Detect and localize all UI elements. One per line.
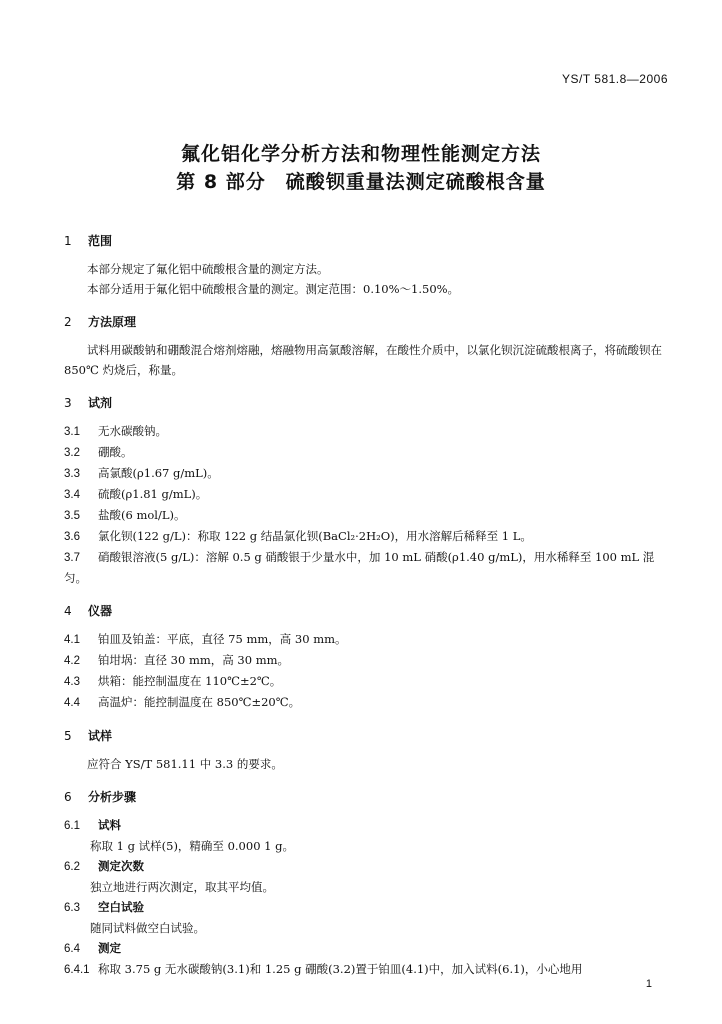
item-number: 3.7 (64, 552, 80, 564)
reagent-item (64, 463, 664, 484)
item-number: 4.1 (64, 634, 80, 646)
page-number: 1 (645, 978, 652, 990)
reagent-item (64, 442, 664, 463)
section-number: 1 (64, 234, 72, 248)
section-title: 范围 (88, 234, 113, 248)
reagent-item (64, 484, 664, 505)
subsection-title: 测定次数 (98, 859, 144, 873)
item-number: 6.4.1 (64, 964, 90, 976)
item-text: 铂坩埚：直径 30 mm，高 30 mm。 (98, 653, 290, 667)
subsection-heading (64, 815, 664, 836)
section-heading (64, 394, 664, 411)
section-procedure (64, 788, 664, 980)
reagent-item (64, 547, 664, 588)
item-number: 3.2 (64, 447, 80, 459)
apparatus-item (64, 692, 664, 713)
item-number: 4.2 (64, 655, 80, 667)
item-text: 盐酸(6 mol/L)。 (98, 508, 186, 522)
standard-code: YS/T 581.8—2006 (561, 72, 668, 86)
item-number: 3.1 (64, 426, 80, 438)
item-text: 烘箱：能控制温度在 110℃±2℃。 (98, 674, 282, 688)
item-text: 硫酸(ρ1.81 g/mL)。 (98, 487, 208, 501)
apparatus-item (64, 671, 664, 692)
section-apparatus (64, 602, 664, 713)
item-number: 3.4 (64, 489, 80, 501)
item-text: 无水碳酸钠。 (98, 424, 167, 438)
section-reagents (64, 394, 664, 588)
section-heading (64, 313, 664, 330)
reagent-item (64, 421, 664, 442)
section-sample (64, 727, 664, 774)
subsection-number: 6.4 (64, 943, 80, 955)
section-number: 2 (64, 315, 72, 329)
reagent-item (64, 526, 664, 547)
subsection-number: 6.1 (64, 820, 80, 832)
paragraph: 本部分适用于氟化铝中硫酸根含量的测定。测定范围：0.10%～1.50%。 (87, 282, 460, 296)
item-number: 3.5 (64, 510, 80, 522)
section-title: 方法原理 (88, 315, 137, 329)
subsection-body: 独立地进行两次测定，取其平均值。 (90, 880, 274, 894)
section-number: 5 (64, 729, 72, 743)
item-text: 硼酸。 (98, 445, 133, 459)
apparatus-item (64, 629, 664, 650)
item-number: 3.3 (64, 468, 80, 480)
paragraph: 应符合 YS/T 581.11 中 3.3 的要求。 (87, 757, 283, 771)
section-title: 试剂 (88, 396, 113, 410)
title-line-2: 第 8 部分 硫酸钡重量法测定硫酸根含量 (176, 171, 546, 193)
subsection-title: 试料 (98, 818, 121, 832)
paragraph: 本部分规定了氟化铝中硫酸根含量的测定方法。 (87, 262, 329, 276)
item-text: 铂皿及铂盖：平底，直径 75 mm，高 30 mm。 (98, 632, 347, 646)
item-number: 4.3 (64, 676, 80, 688)
section-heading (64, 602, 664, 619)
subsection-body: 随同试料做空白试验。 (90, 921, 205, 935)
subsection-body: 称取 1 g 试样(5)，精确至 0.000 1 g。 (90, 839, 295, 853)
document-body (64, 232, 664, 994)
item-text: 氯化钡(122 g/L)：称取 122 g 结晶氯化钡(BaCl₂·2H₂O)，用水溶解后稀释至 1 L。 (98, 529, 532, 543)
subsection-title: 空白试验 (98, 900, 144, 914)
item-number: 4.4 (64, 697, 80, 709)
subsection-title: 测定 (98, 941, 121, 955)
section-heading (64, 232, 664, 249)
item-text: 称取 3.75 g 无水碳酸钠(3.1)和 1.25 g 硼酸(3.2)置于铂皿(4.1)中，加入试料(6.1)，小心地用 (98, 962, 583, 976)
section-title: 试样 (88, 729, 113, 743)
section-title: 分析步骤 (88, 790, 137, 804)
item-text: 高氯酸(ρ1.67 g/mL)。 (98, 466, 219, 480)
subsection-number: 6.2 (64, 861, 80, 873)
subsection-heading (64, 938, 664, 959)
item-text: 高温炉：能控制温度在 850℃±20℃。 (98, 695, 301, 709)
document-title (0, 140, 722, 196)
section-title: 仪器 (88, 604, 113, 618)
title-line-1: 氟化铝化学分析方法和物理性能测定方法 (180, 143, 541, 165)
item-text: 硝酸银溶液(5 g/L)：溶解 0.5 g 硝酸银于少量水中，加 10 mL 硝酸(ρ1.40 g/mL)，用水稀释至 100 mL 混匀。 (64, 550, 655, 585)
section-number: 6 (64, 790, 72, 804)
section-heading (64, 727, 664, 744)
section-number: 4 (64, 604, 72, 618)
item-number: 3.6 (64, 531, 80, 543)
procedure-step (64, 959, 664, 980)
paragraph: 试料用碳酸钠和硼酸混合熔剂熔融，熔融物用高氯酸溶解，在酸性介质中，以氯化钡沉淀硫酸根离子，将硫酸钡在 850℃ 灼烧后，称量。 (64, 343, 662, 377)
section-principle (64, 313, 664, 380)
subsection-heading (64, 897, 664, 918)
subsection-heading (64, 856, 664, 877)
subsection-number: 6.3 (64, 902, 80, 914)
reagent-item (64, 505, 664, 526)
section-heading (64, 788, 664, 805)
apparatus-item (64, 650, 664, 671)
section-number: 3 (64, 396, 72, 410)
section-scope (64, 232, 664, 299)
